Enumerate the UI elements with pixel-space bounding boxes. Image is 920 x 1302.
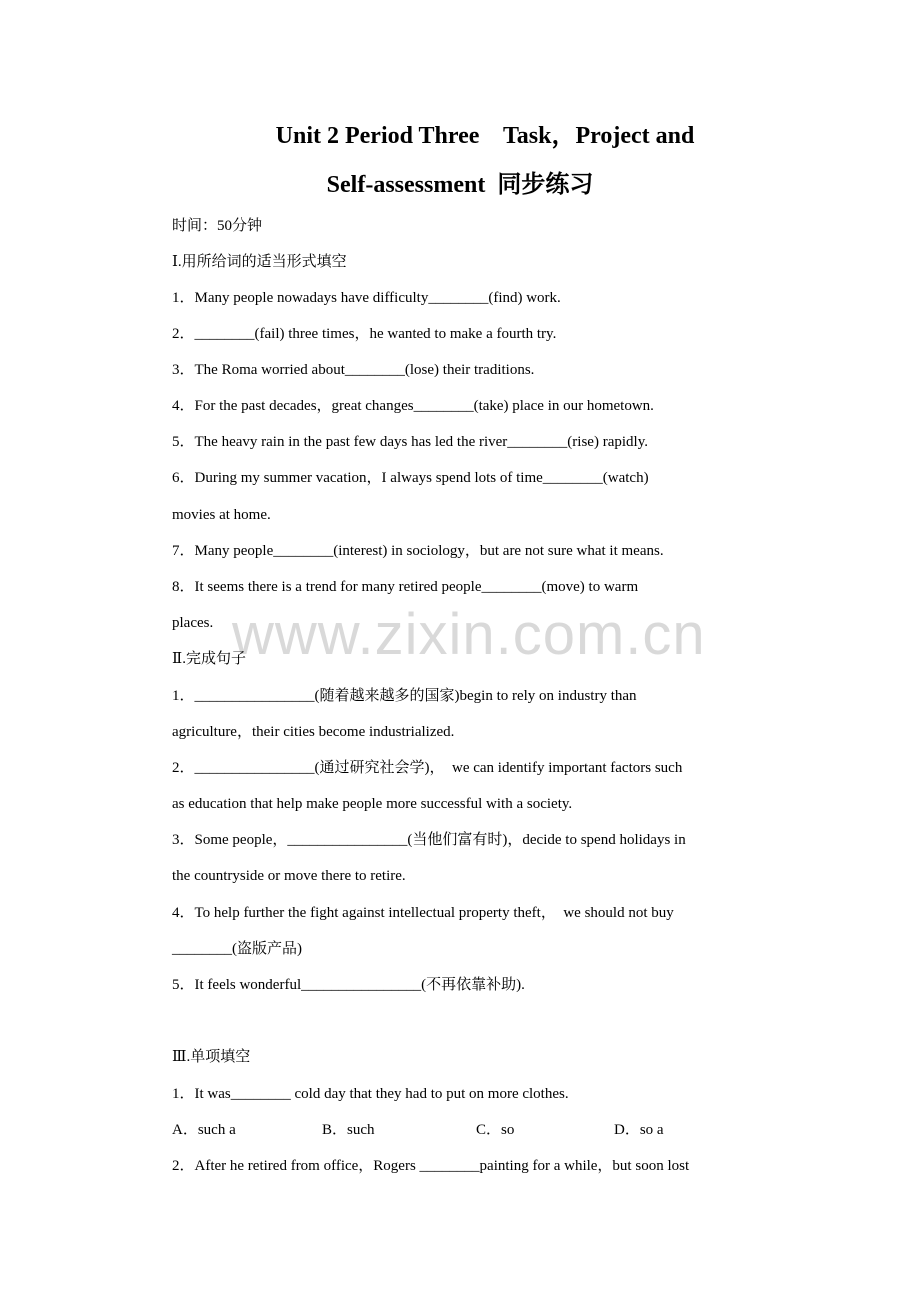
section2-line: 5．It feels wonderful________________(不再依靠补助).: [172, 977, 525, 993]
section1-line: 1．Many people nowadays have difficulty________(find) work.: [172, 290, 561, 306]
document-title-line1: Unit 2 Period Three Task，Project and: [275, 123, 695, 149]
section3-question: 2．After he retired from office，Rogers ________painting for a while，but soon lost: [172, 1158, 690, 1174]
section1-line: 6．During my summer vacation，I always spend lots of time________(watch): [172, 470, 649, 486]
section2-line: agriculture，their cities become industrialized.: [172, 724, 455, 740]
section2-line: the countryside or move there to retire.: [172, 868, 406, 884]
option-d: D．so a: [614, 1122, 664, 1138]
section1-line: 7．Many people________(interest) in sociology，but are not sure what it means.: [172, 543, 664, 559]
section2-line: 2．________________(通过研究社会学)， we can identify important factors such: [172, 760, 683, 776]
section1-line: 2．________(fail) three times，he wanted to make a fourth try.: [172, 326, 557, 342]
section1-line: movies at home.: [172, 507, 271, 523]
section1-line: 5．The heavy rain in the past few days has led the river________(rise) rapidly.: [172, 434, 648, 450]
section2-heading: Ⅱ.完成句子: [172, 651, 246, 667]
section1-line: places.: [172, 615, 214, 631]
option-c: C．so: [476, 1122, 515, 1138]
section2-line: as education that help make people more successful with a society.: [172, 796, 573, 812]
watermark: www.zixin.com.cn: [232, 602, 706, 667]
option-a: A．such a: [172, 1122, 236, 1138]
time-limit: 时间：50分钟: [172, 218, 263, 234]
option-b: B．such: [322, 1122, 375, 1138]
section3-question: 1．It was________ cold day that they had to put on more clothes.: [172, 1086, 569, 1102]
section1-line: 8．It seems there is a trend for many retired people________(move) to warm: [172, 579, 639, 595]
section3-heading: Ⅲ.单项填空: [172, 1049, 251, 1065]
section2-line: 3．Some people，________________(当他们富有时)，decide to spend holidays in: [172, 832, 686, 848]
section1-line: 4．For the past decades，great changes________(take) place in our hometown.: [172, 398, 654, 414]
document-title-line2: Self-assessment 同步练习: [326, 172, 594, 198]
section1-heading: Ⅰ.用所给词的适当形式填空: [172, 254, 347, 270]
section2-line: ________(盗版产品): [172, 941, 302, 957]
section2-line: 4．To help further the fight against intellectual property theft， we should not buy: [172, 905, 674, 921]
section2-line: 1．________________(随着越来越多的国家)begin to rely on industry than: [172, 688, 637, 704]
section1-line: 3．The Roma worried about________(lose) their traditions.: [172, 362, 535, 378]
